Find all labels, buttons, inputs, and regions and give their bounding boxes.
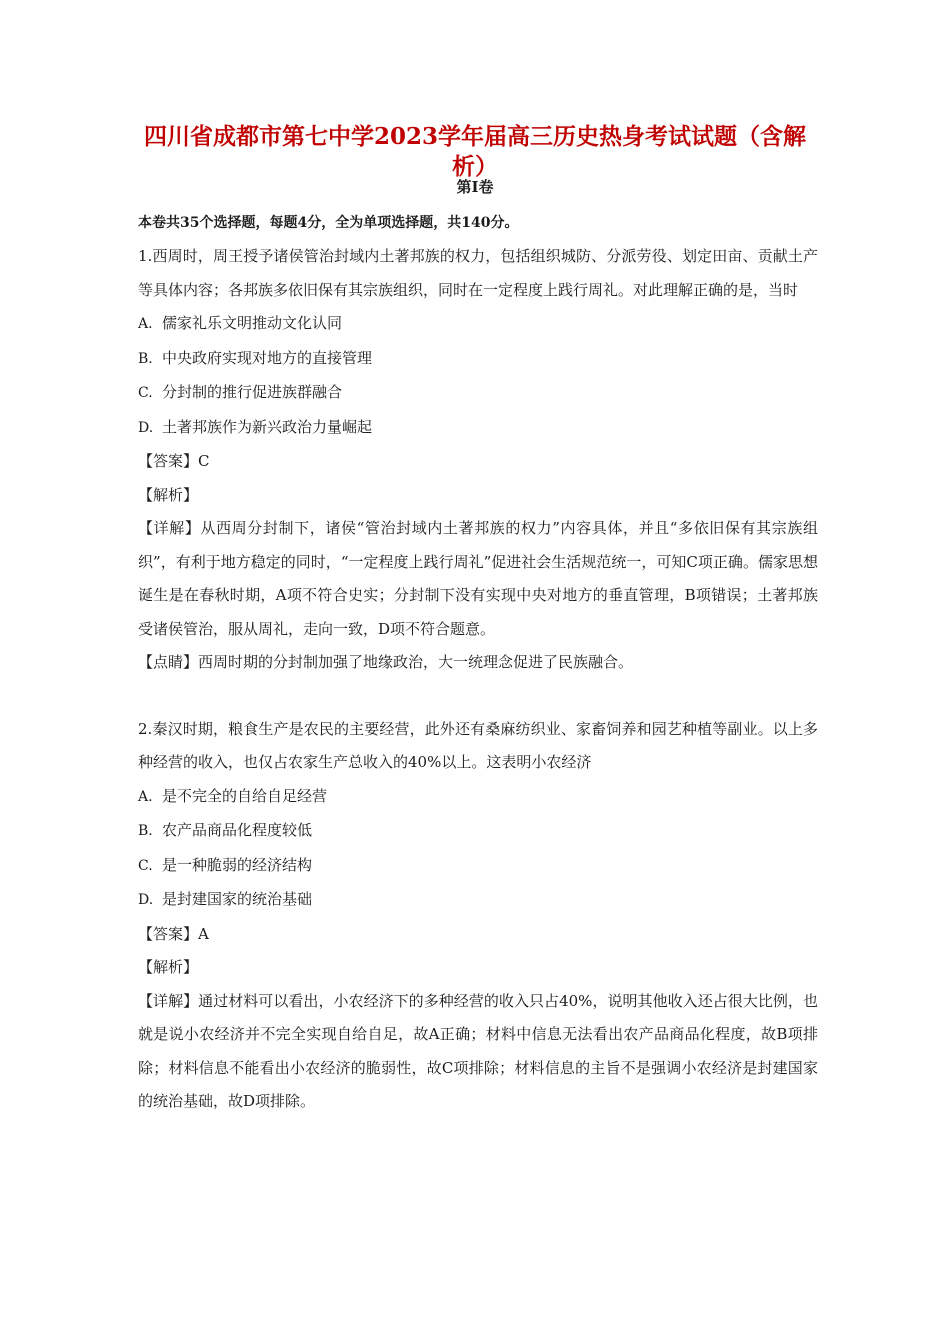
option-a (138, 780, 818, 815)
detail-label: 【详解】 (138, 991, 199, 1010)
answer-value: A (198, 924, 209, 943)
detail-paragraph (138, 512, 818, 646)
document-body (138, 207, 818, 1119)
option-text: 是封建国家的统治基础 (162, 890, 313, 908)
instructions: 本卷共35个选择题，每题4分，全为单项选择题，共140分。 (138, 215, 519, 231)
answer-label: 【答案】 (138, 452, 199, 470)
option-text: 中央政府实现对地方的直接管理 (162, 348, 373, 367)
option-text: 是不完全的自给自足经营 (162, 786, 328, 805)
section-heading: 第I卷 (456, 178, 494, 196)
option-b (138, 814, 818, 849)
question-stem: 2.秦汉时期，粮食生产是农民的主要经营，此外还有桑麻纺织业、家畜饲养和园艺种植等副业。以上多种经营的收入，也仅占农家生产总收入的40%以上。这表明小农经济 (138, 719, 818, 771)
detail-text: 通过材料可以看出，小农经济下的多种经营的收入只占40%，说明其他收入还占很大比例，也就是说小农经济并不完全实现自给自足，故A正确；材料中信息无法看出农产品商品化程度，故B项排除；材料信息不能看出小农经济的脆弱性，故C项排除；材料信息的主旨不是强调小农经济是封建国家的统治基础，故D项排除。 (138, 991, 818, 1110)
detail-label: 【详解】 (138, 519, 201, 537)
note-paragraph (138, 646, 818, 680)
answer-line (138, 445, 818, 479)
answer-label: 【答案】 (138, 924, 199, 943)
option-letter: A. (138, 316, 153, 332)
option-text: 儒家礼乐文明推动文化认同 (162, 314, 343, 332)
spacer (138, 680, 818, 713)
question-stem: 1.西周时，周王授予诸侯管治封域内土著邦族的权力，包括组织城防、分派劳役、划定田亩、贡献土产等具体内容；各邦族多依旧保有其宗族组织，同时在一定程度上践行周礼。对此理解正确的是，当时 (138, 247, 818, 299)
option-letter: D. (138, 419, 154, 436)
answer-line (138, 918, 818, 952)
option-b (138, 342, 818, 377)
option-letter: C. (138, 857, 153, 874)
option-text: 土著邦族作为新兴政治力量崛起 (162, 417, 373, 436)
option-letter: C. (138, 385, 153, 401)
document-title: 四川省成都市第七中学2023学年届高三历史热身考试试题（含解析） (143, 123, 806, 180)
note-label: 【点睛】 (138, 653, 199, 671)
answer-value: C (198, 452, 210, 470)
option-d (138, 883, 818, 918)
detail-paragraph (138, 985, 818, 1119)
question-2 (138, 713, 818, 1119)
option-letter: B. (138, 823, 153, 839)
option-letter: B. (138, 350, 153, 367)
option-text: 是一种脆弱的经济结构 (162, 855, 313, 874)
note-text: 西周时期的分封制加强了地缘政治，大一统理念促进了民族融合。 (198, 653, 634, 671)
option-c (138, 376, 818, 411)
option-text: 分封制的推行促进族群融合 (162, 383, 343, 401)
question-1 (138, 240, 818, 680)
option-a (138, 307, 818, 342)
option-c (138, 849, 818, 884)
analysis-label: 【解析】 (138, 485, 199, 504)
option-letter: A. (138, 788, 153, 805)
analysis-label: 【解析】 (138, 958, 199, 976)
option-d (138, 411, 818, 446)
option-letter: D. (138, 892, 154, 908)
detail-text: 从西周分封制下，诸侯“管治封域内土著邦族的权力”内容具体，并且“多依旧保有其宗族组织”，有利于地方稳定的同时，“一定程度上践行周礼”促进社会生活规范统一，可知C项正确。儒家思想诞生是在春秋时期，A项不符合史实；分封制下没有实现中央对地方的垂直管理，B项错误；土著邦族受诸侯管治，服从周礼，走向一致，D项不符合题意。 (138, 519, 818, 638)
option-text: 农产品商品化程度较低 (162, 821, 313, 839)
